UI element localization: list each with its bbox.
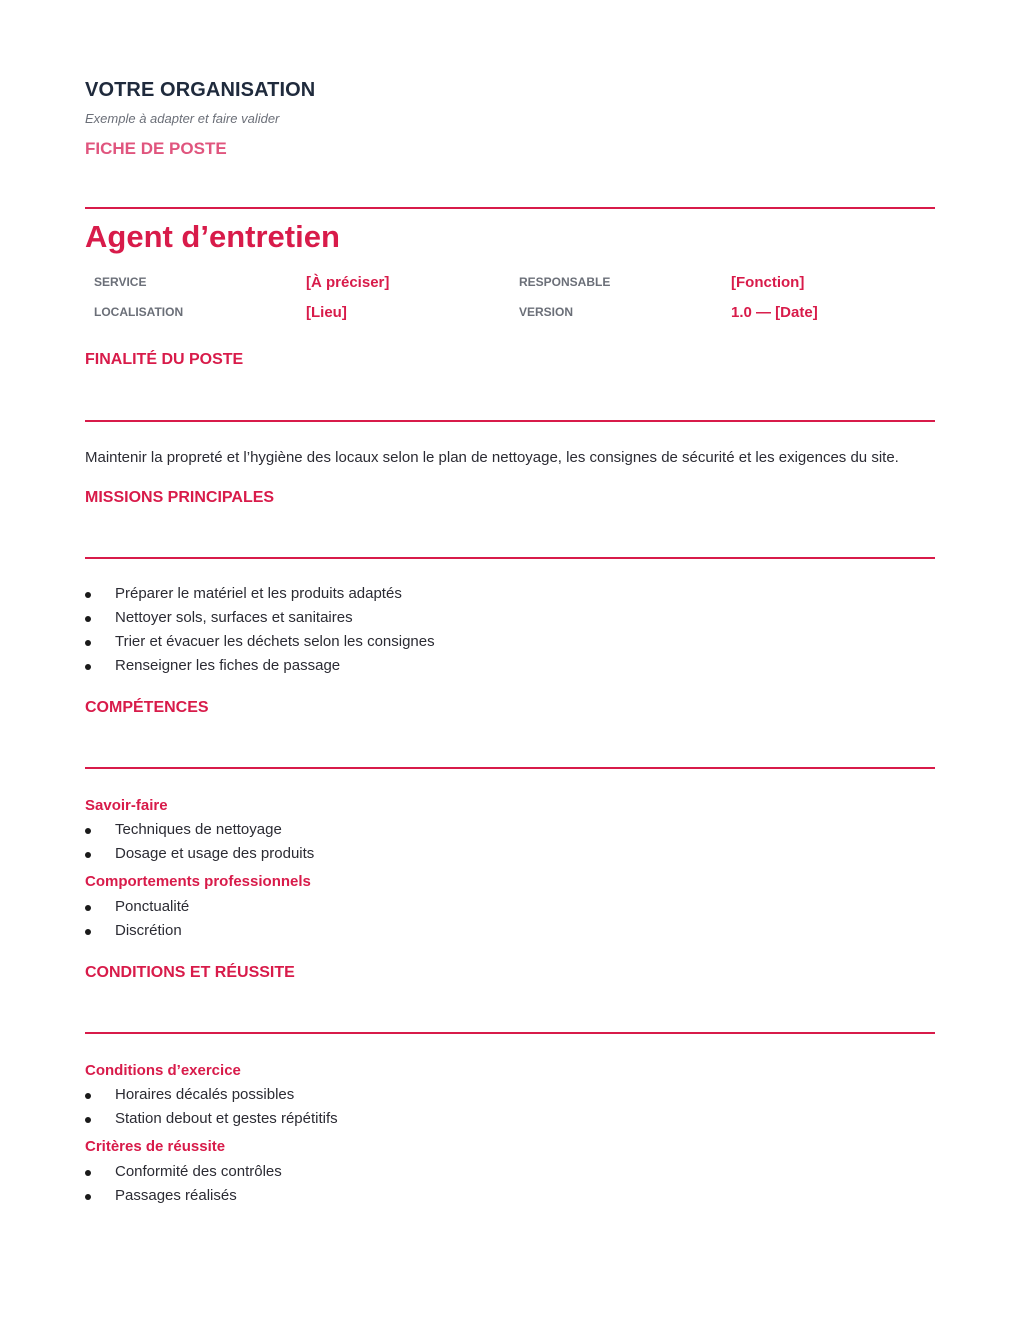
- list-item: Station debout et gestes répétitifs: [85, 1109, 338, 1133]
- comportements-list: [85, 897, 189, 945]
- service-value: [À préciser]: [306, 274, 390, 291]
- document-type: FICHE DE POSTE: [85, 139, 227, 158]
- savoir-faire-list: [85, 820, 314, 868]
- list-item: Trier et évacuer les déchets selon les consignes: [85, 632, 435, 656]
- comportements-title: Comportements professionnels: [85, 873, 311, 890]
- finalite-divider: [85, 420, 935, 422]
- localisation-label: LOCALISATION: [94, 305, 184, 319]
- list-item: Ponctualité: [85, 897, 189, 921]
- conditions-divider: [85, 1032, 935, 1034]
- missions-divider: [85, 557, 935, 559]
- bullet-icon: [85, 664, 91, 670]
- exercice-title: Conditions d’exercice: [85, 1062, 241, 1079]
- service-label: SERVICE: [94, 275, 147, 289]
- criteres-title: Critères de réussite: [85, 1138, 226, 1155]
- list-item: Horaires décalés possibles: [85, 1085, 338, 1109]
- list-item: Dosage et usage des produits: [85, 844, 314, 868]
- conditions-title: CONDITIONS ET RÉUSSITE: [85, 964, 295, 981]
- finalite-text: Maintenir la propreté et l’hygiène des locaux selon le plan de nettoyage, les consignes de sécurité et les exigences du site.: [85, 449, 899, 466]
- exercice-list: [85, 1085, 338, 1133]
- version-value: 1.0 — [Date]: [731, 304, 818, 321]
- bullet-icon: [85, 1093, 91, 1099]
- finalite-title: FINALITÉ DU POSTE: [85, 351, 244, 368]
- bullet-icon: [85, 828, 91, 834]
- bullet-icon: [85, 1170, 91, 1176]
- localisation-value: [Lieu]: [306, 304, 347, 321]
- bullet-icon: [85, 616, 91, 622]
- document-subtitle: Exemple à adapter et faire valider: [85, 111, 280, 126]
- bullet-icon: [85, 640, 91, 646]
- savoir-faire-title: Savoir-faire: [85, 797, 168, 814]
- list-item: Renseigner les fiches de passage: [85, 656, 435, 680]
- version-label: VERSION: [519, 305, 574, 319]
- list-item: Préparer le matériel et les produits adaptés: [85, 584, 435, 608]
- responsable-value: [Fonction]: [731, 274, 805, 291]
- list-item: Conformité des contrôles: [85, 1162, 282, 1186]
- bullet-icon: [85, 592, 91, 598]
- bullet-icon: [85, 852, 91, 858]
- competences-title: COMPÉTENCES: [85, 699, 209, 716]
- bullet-icon: [85, 1117, 91, 1123]
- missions-list: [85, 584, 435, 680]
- competences-divider: [85, 767, 935, 769]
- bullet-icon: [85, 1194, 91, 1200]
- title-divider: [85, 207, 935, 209]
- job-title: Agent d’entretien: [85, 219, 340, 254]
- bullet-icon: [85, 905, 91, 911]
- missions-title: MISSIONS PRINCIPALES: [85, 489, 275, 506]
- list-item: Discrétion: [85, 921, 189, 945]
- list-item: Passages réalisés: [85, 1186, 282, 1210]
- responsable-label: RESPONSABLE: [519, 275, 611, 289]
- bullet-icon: [85, 929, 91, 935]
- list-item: Nettoyer sols, surfaces et sanitaires: [85, 608, 435, 632]
- organization-name: VOTRE ORGANISATION: [85, 79, 316, 101]
- criteres-list: [85, 1162, 282, 1210]
- list-item: Techniques de nettoyage: [85, 820, 314, 844]
